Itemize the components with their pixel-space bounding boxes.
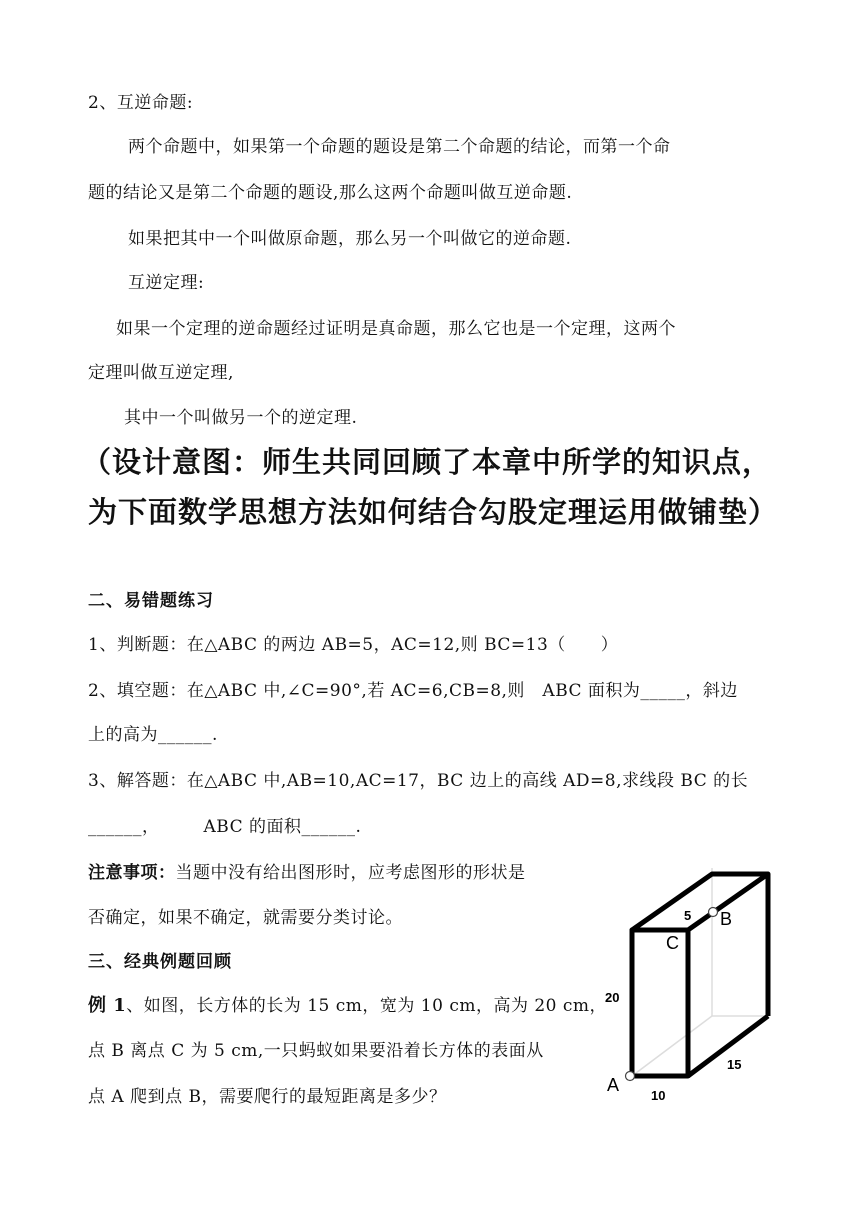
note-label: 注意事项：: [88, 863, 176, 883]
label-20: 20: [605, 990, 620, 1005]
theorem-p4: 其中一个叫做另一个的逆定理.: [124, 408, 358, 428]
label-A: A: [607, 1075, 620, 1095]
errors-heading: 二、易错题练习: [88, 591, 214, 611]
design-intent-line2: 为下面数学思想方法如何结合勾股定理运用做铺垫）: [88, 495, 779, 529]
error-q2-line1: 2、填空题：在△ABC 中,∠C=90°,若 AC=6,CB=8,则 ABC 面积为_____，斜边: [88, 681, 738, 701]
label-10: 10: [651, 1088, 666, 1103]
error-q3-line1: 3、解答题：在△ABC 中,AB=10,AC=17，BC 边上的高线 AD=8,求线段 BC 的长: [88, 771, 749, 791]
label-5: 5: [684, 908, 692, 923]
theorem-heading: 互逆定理:: [128, 273, 205, 293]
converse-p1-line1: 两个命题中，如果第一个命题的题设是第二个命题的结论，而第一个命: [128, 137, 671, 157]
examples-heading: 三、经典例题回顾: [88, 952, 232, 972]
example1-line3: 点 A 爬到点 B，需要爬行的最短距离是多少？: [88, 1087, 447, 1107]
theorem-p3-line2: 定理叫做互逆定理,: [88, 363, 234, 383]
example1-text-1: 、如图，长方体的长为 15 cm，宽为 10 cm，高为 20 cm，: [126, 996, 608, 1016]
converse-heading: 2、互逆命题:: [88, 93, 194, 113]
note-text-1: 当题中没有给出图形时，应考虑图形的形状是: [175, 863, 526, 883]
label-C: C: [666, 933, 679, 953]
theorem-p3-line1: 如果一个定理的逆命题经过证明是真命题，那么它也是一个定理，这两个: [116, 319, 676, 339]
label-B: B: [720, 909, 733, 929]
top-face: [632, 874, 768, 930]
error-q2-line2: 上的高为______.: [88, 725, 218, 745]
converse-p2: 如果把其中一个叫做原命题，那么另一个叫做它的逆命题.: [128, 229, 572, 249]
cuboid-figure: [596, 868, 786, 1108]
example1-label: 例 1: [88, 995, 127, 1016]
error-q3-line2: ______， ABC 的面积______.: [88, 817, 362, 837]
note-line1: [88, 858, 526, 883]
error-q1: 1、判断题：在△ABC 的两边 AB=5，AC=12,则 BC=13（ ）: [88, 635, 619, 655]
example1-line1: [88, 991, 607, 1017]
note-line2: 否确定，如果不确定，就需要分类讨论。: [88, 908, 403, 928]
point-A-marker: [626, 1072, 635, 1081]
design-intent-line1: （设计意图：师生共同回顾了本章中所学的知识点，: [82, 445, 773, 479]
converse-p1-line2: 题的结论又是第二个命题的题设,那么这两个命题叫做互逆命题.: [88, 183, 573, 203]
example1-line2: 点 B 离点 C 为 5 cm,一只蚂蚁如果要沿着长方体的表面从: [88, 1041, 544, 1061]
label-15: 15: [727, 1057, 742, 1072]
point-B-marker: [709, 908, 718, 917]
